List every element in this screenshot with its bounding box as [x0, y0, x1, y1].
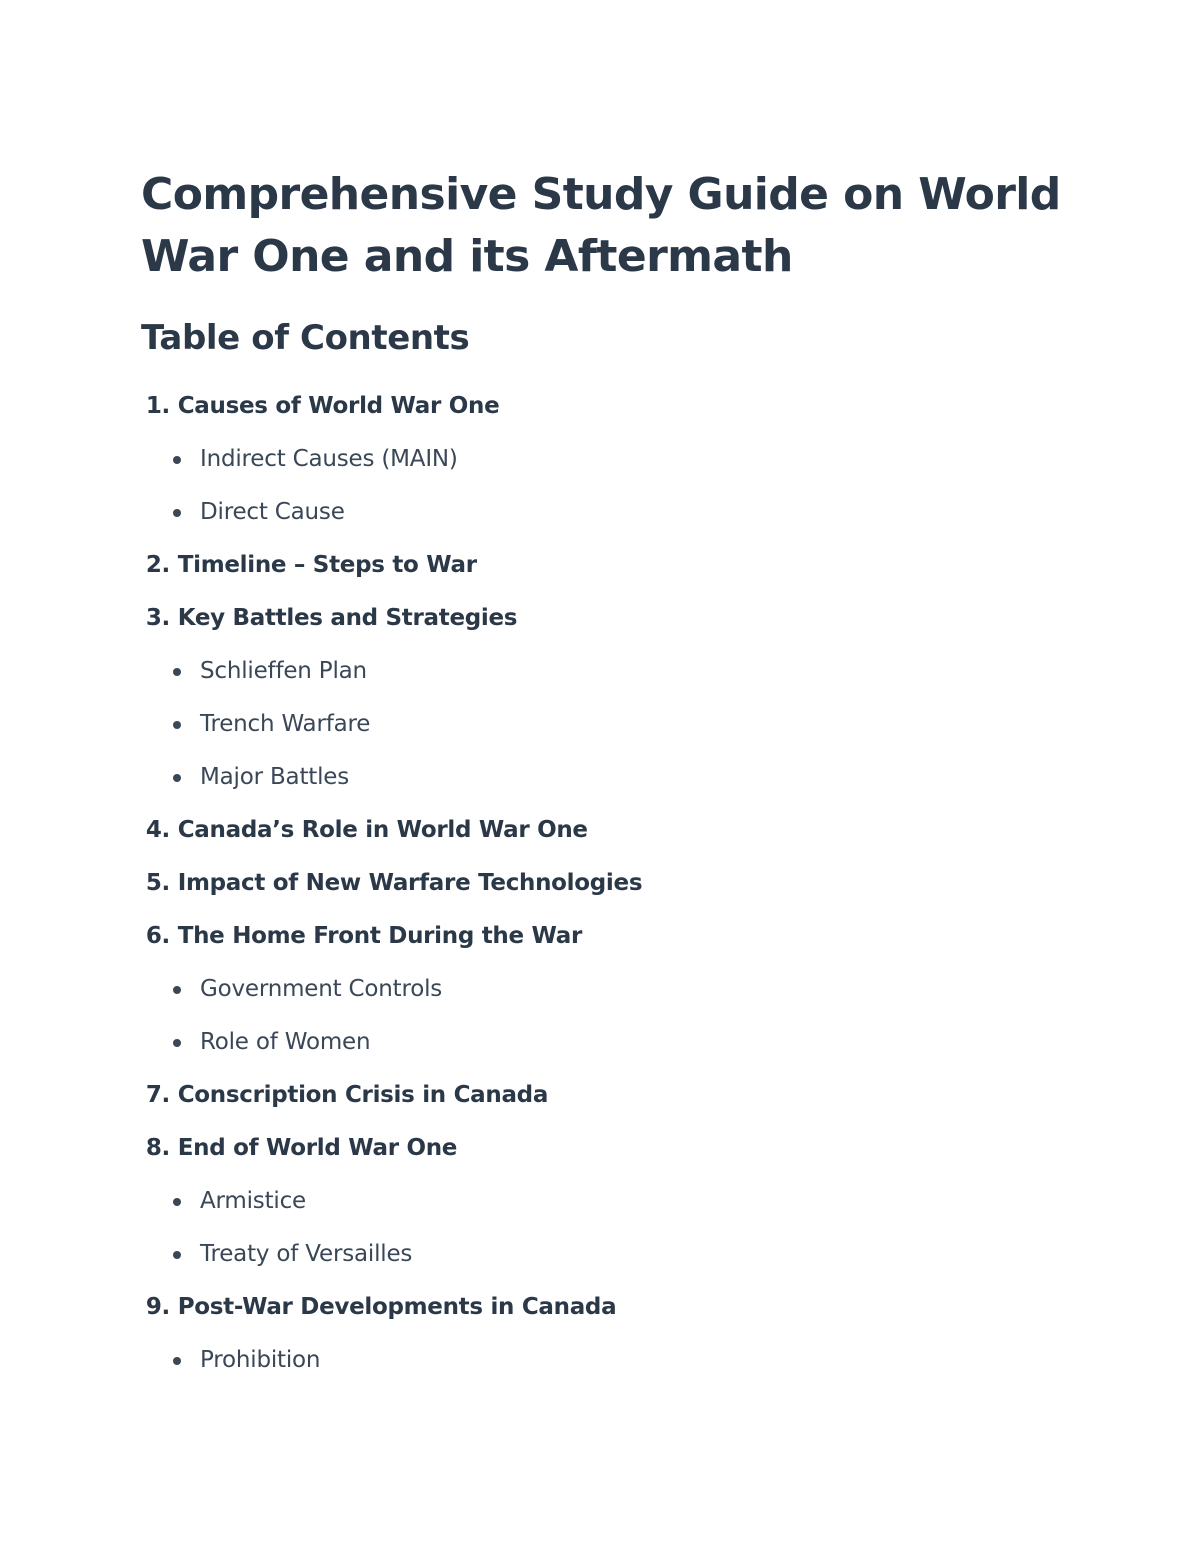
toc-subsection-label: Treaty of Versailles: [200, 1241, 413, 1267]
toc-subsection-label: Armistice: [200, 1188, 306, 1214]
toc-section-item: [141, 804, 1041, 857]
toc-subsection-item: [141, 645, 1041, 698]
toc-section-item: [141, 857, 1041, 910]
toc-subsection-item: [141, 1016, 1041, 1069]
toc-subsection-item: [141, 486, 1041, 539]
toc-section-item: [141, 1122, 1041, 1175]
table-of-contents: [141, 380, 1041, 1387]
toc-subsection-label: Role of Women: [200, 1029, 371, 1055]
toc-subsection-item: [141, 963, 1041, 1016]
bullet-icon: [173, 774, 181, 782]
toc-subsection-item: [141, 433, 1041, 486]
toc-subsection-label: Trench Warfare: [200, 711, 371, 737]
toc-subsection-label: Government Controls: [200, 976, 443, 1002]
toc-section-number: 2.: [145, 552, 170, 578]
toc-subsection-item: [141, 1228, 1041, 1281]
toc-subsection-item: [141, 1175, 1041, 1228]
toc-section-number: 8.: [145, 1135, 170, 1161]
toc-section-number: 3.: [145, 605, 170, 631]
toc-section-label: Timeline – Steps to War: [177, 552, 477, 578]
toc-subsection-label: Major Battles: [200, 764, 350, 790]
toc-section-item: [141, 539, 1041, 592]
document-title: Comprehensive Study Guide on World War One and its Aftermath: [141, 169, 1061, 282]
toc-section-number: 4.: [145, 817, 170, 843]
bullet-icon: [173, 1251, 181, 1259]
toc-subsection-item: [141, 698, 1041, 751]
bullet-icon: [173, 668, 181, 676]
bullet-icon: [173, 509, 181, 517]
toc-section-label: End of World War One: [177, 1135, 458, 1161]
toc-subsection-label: Prohibition: [200, 1347, 321, 1373]
toc-section-label: Key Battles and Strategies: [177, 605, 518, 631]
bullet-icon: [173, 721, 181, 729]
toc-section-label: Canada’s Role in World War One: [177, 817, 588, 843]
toc-subsection-item: [141, 751, 1041, 804]
toc-section-number: 7.: [145, 1082, 170, 1108]
toc-section-item: [141, 380, 1041, 433]
toc-section-number: 1.: [145, 393, 170, 419]
bullet-icon: [173, 1198, 181, 1206]
toc-section-number: 6.: [145, 923, 170, 949]
toc-section-number: 9.: [145, 1294, 170, 1320]
toc-heading: Table of Contents: [141, 318, 470, 358]
toc-subsection-label: Schlieffen Plan: [200, 658, 367, 684]
toc-subsection-label: Indirect Causes (MAIN): [200, 446, 458, 472]
toc-section-label: The Home Front During the War: [177, 923, 582, 949]
toc-section-number: 5.: [145, 870, 170, 896]
toc-section-item: [141, 910, 1041, 963]
toc-section-label: Conscription Crisis in Canada: [177, 1082, 549, 1108]
toc-section-label: Causes of World War One: [177, 393, 500, 419]
toc-subsection-item: [141, 1334, 1041, 1387]
toc-section-item: [141, 1069, 1041, 1122]
bullet-icon: [173, 1039, 181, 1047]
toc-subsection-label: Direct Cause: [200, 499, 345, 525]
toc-section-label: Impact of New Warfare Technologies: [177, 870, 643, 896]
toc-section-item: [141, 592, 1041, 645]
bullet-icon: [173, 456, 181, 464]
bullet-icon: [173, 986, 181, 994]
toc-section-item: [141, 1281, 1041, 1334]
bullet-icon: [173, 1357, 181, 1365]
toc-section-label: Post-War Developments in Canada: [177, 1294, 617, 1320]
